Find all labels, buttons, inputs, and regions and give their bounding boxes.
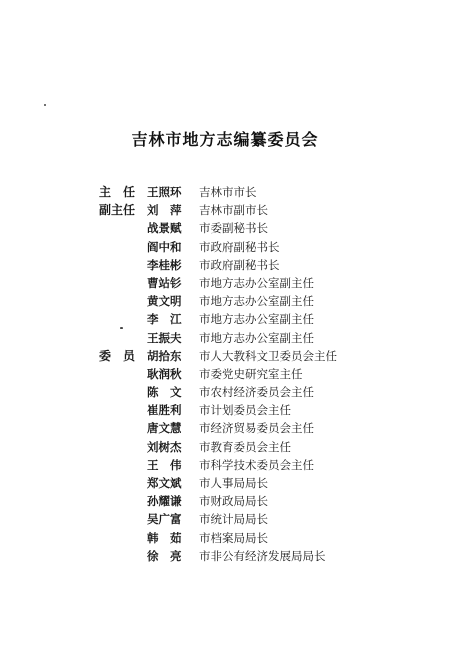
member-roster (99, 183, 419, 565)
member-name: 崔胜利 (147, 403, 182, 418)
roster-row (99, 292, 419, 310)
roster-row (99, 256, 419, 274)
role-label: 委 员 (99, 348, 136, 363)
roster-row (99, 347, 419, 365)
roster-row (99, 401, 419, 419)
roster-row (99, 456, 419, 474)
member-position: 市委副秘书长 (199, 221, 268, 236)
member-name: 李 江 (147, 312, 182, 327)
member-position: 吉林市市长 (199, 185, 257, 199)
member-position: 市经济贸易委员会主任 (199, 421, 314, 436)
member-position: 市教育委员会主任 (199, 439, 291, 454)
role-label: 主 任 (99, 185, 136, 199)
roster-row (99, 365, 419, 383)
roster-row (99, 438, 419, 456)
member-name: 曹站钐 (147, 275, 182, 290)
scan-speck (120, 327, 123, 329)
roster-row (99, 529, 419, 547)
roster-row (99, 219, 419, 237)
member-name: 李桂彬 (147, 257, 182, 272)
member-position: 市地方志办公室副主任 (199, 294, 314, 309)
member-name: 耿润秋 (147, 366, 182, 381)
member-position: 市地方志办公室副主任 (199, 312, 314, 327)
roster-row (99, 510, 419, 528)
member-position: 市统计局局长 (199, 512, 268, 527)
member-name: 徐 亮 (147, 548, 182, 563)
roster-row (99, 474, 419, 492)
member-position: 市委党史研究室主任 (199, 366, 303, 381)
roster-row (99, 547, 419, 565)
roster-row (99, 419, 419, 437)
member-position: 市政府副秘书长 (199, 239, 280, 254)
roster-row (99, 238, 419, 256)
roster-row (99, 310, 419, 328)
member-position: 市人大教科文卫委员会主任 (199, 348, 337, 363)
roster-row (99, 329, 419, 347)
role-label: 副主任 (99, 203, 136, 218)
member-name: 郑文斌 (147, 476, 182, 490)
member-name: 王照环 (147, 185, 182, 199)
member-name: 陈 文 (147, 385, 182, 400)
member-name: 韩 茹 (147, 530, 182, 545)
member-name: 孙耀谦 (147, 494, 182, 509)
member-name: 战景赋 (147, 221, 182, 236)
member-position: 市农村经济委员会主任 (199, 385, 314, 400)
member-name: 胡拾东 (147, 348, 182, 363)
member-position: 市地方志办公室副主任 (199, 275, 314, 290)
member-name: 阎中和 (147, 239, 182, 254)
member-position: 市档案局局长 (199, 530, 268, 545)
member-name: 吴广富 (147, 512, 182, 527)
member-name: 黄文明 (147, 294, 182, 309)
page-title: 吉林市地方志编纂委员会 (131, 130, 319, 149)
member-position: 市非公有经济发展局局长 (199, 548, 326, 563)
member-name: 刘 萍 (147, 203, 182, 218)
roster-row (99, 492, 419, 510)
roster-row (99, 201, 419, 219)
member-name: 王振夫 (147, 330, 182, 345)
member-name: 唐文慧 (147, 421, 182, 436)
roster-row (99, 383, 419, 401)
member-position: 吉林市副市长 (199, 203, 268, 218)
roster-row (99, 274, 419, 292)
member-position: 市财政局局长 (199, 494, 268, 509)
member-position: 市计划委员会主任 (199, 403, 291, 418)
scan-speck (44, 104, 46, 106)
member-name: 刘树杰 (147, 439, 182, 454)
member-position: 市科学技术委员会主任 (199, 457, 314, 472)
member-position: 市政府副秘书长 (199, 257, 280, 272)
member-name: 王 伟 (147, 457, 182, 472)
roster-row (99, 183, 419, 201)
member-position: 市地方志办公室副主任 (199, 330, 314, 345)
member-position: 市人事局局长 (199, 476, 268, 490)
